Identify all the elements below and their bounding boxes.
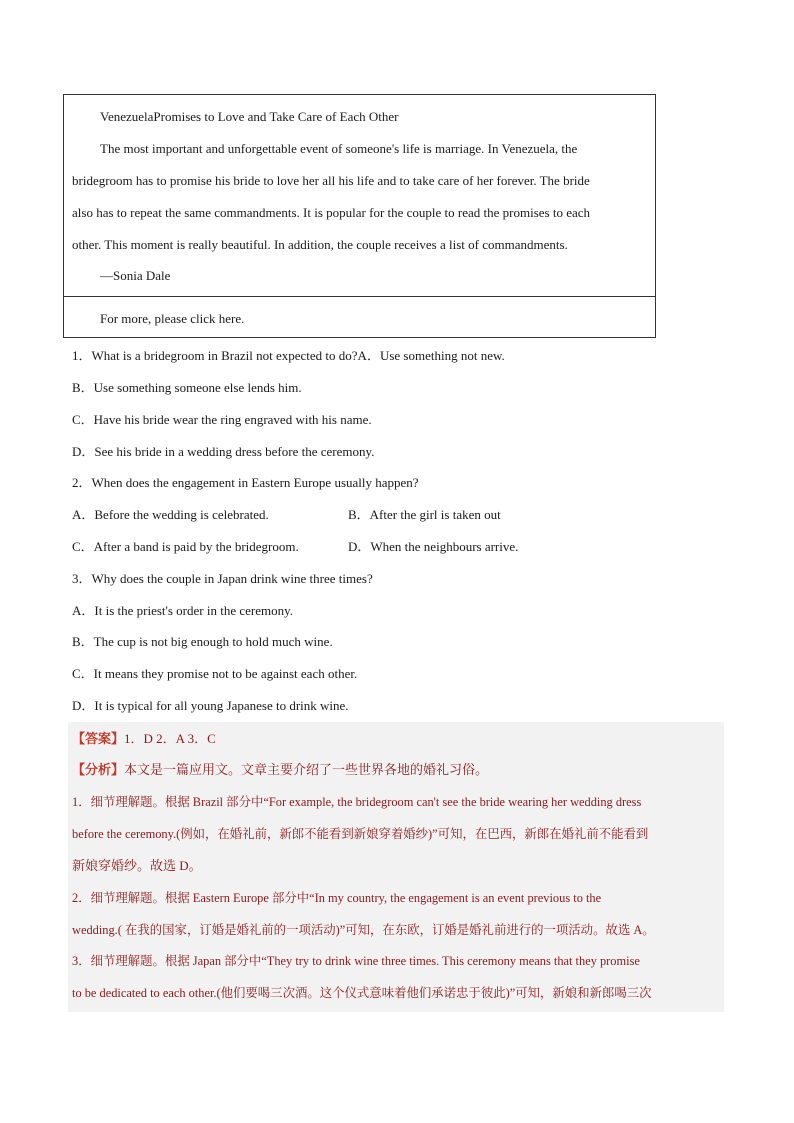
passage-line: other. This moment is really beautiful. In addition, the couple receives a list of commandments.: [72, 237, 568, 252]
passage-line: bridegroom has to promise his bride to love her all his life and to take care of her forever. The bride: [72, 173, 590, 188]
analysis-text: 本文是一篇应用文。文章主要介绍了一些世界各地的婚礼习俗。: [124, 763, 489, 778]
q3-option-a: A．It is the priest's order in the ceremony.: [72, 603, 293, 618]
answer-line: [72, 731, 216, 748]
explanation-line: to be dedicated to each other.(他们要喝三次酒。这个仪式意味着他们承诺忠于彼此)”可知，新娘和新郎喝三次: [72, 986, 652, 1000]
q2-option-d: D．When the neighbours arrive.: [348, 539, 519, 554]
more-link[interactable]: For more, please click here.: [100, 311, 245, 326]
explanation-line: 1．细节理解题。根据 Brazil 部分中“For example, the bridegroom can't see the bride wearing her wedding dress: [72, 795, 642, 809]
q2-option-a: A．Before the wedding is celebrated.: [72, 507, 269, 522]
question-2: 2．When does the engagement in Eastern Europe usually happen?: [72, 475, 419, 490]
explanation-line: 新娘穿婚纱。故选 D。: [72, 858, 202, 873]
q3-option-c: C．It means they promise not to be against each other.: [72, 666, 358, 681]
explanation-line: before the ceremony.(例如，在婚礼前，新郎不能看到新娘穿着婚纱)”可知，在巴西，新郎在婚礼前不能看到: [72, 827, 649, 841]
passage-line: The most important and unforgettable event of someone's life is marriage. In Venezuela, the: [100, 141, 578, 156]
question-3: 3．Why does the couple in Japan drink wine three times?: [72, 571, 373, 586]
question-1: 1．What is a bridegroom in Brazil not expected to do?A．Use something not new.: [72, 348, 505, 363]
q1-option-b: B．Use something someone else lends him.: [72, 380, 302, 395]
passage-title: VenezuelaPromises to Love and Take Care of Each Other: [100, 109, 399, 124]
explanation-line: 3．细节理解题。根据 Japan 部分中“They try to drink wine three times. This ceremony means that they promise: [72, 954, 640, 968]
divider: [64, 296, 655, 297]
q3-option-d: D．It is typical for all young Japanese to drink wine.: [72, 698, 349, 713]
passage-box: [63, 94, 656, 338]
answer-text: 1．D 2．A 3．C: [124, 731, 216, 746]
passage-author: —Sonia Dale: [100, 268, 171, 283]
passage-line: also has to repeat the same commandments. It is popular for the couple to read the promises to each: [72, 205, 591, 220]
q1-option-c: C．Have his bride wear the ring engraved with his name.: [72, 412, 372, 427]
explanation-line: wedding.( 在我的国家，订婚是婚礼前的一项活动)”可知，在东欧，订婚是婚礼前进行的一项活动。故选 A。: [72, 923, 655, 937]
answer-tag: 【答案】: [72, 732, 125, 747]
analysis-tag: 【分析】: [72, 763, 125, 778]
analysis-line: [72, 763, 488, 779]
q1-option-d: D．See his bride in a wedding dress before the ceremony.: [72, 444, 375, 459]
passage-body: [64, 95, 655, 296]
q3-option-b: B．The cup is not big enough to hold much wine.: [72, 634, 333, 649]
q2-option-c: C．After a band is paid by the bridegroom.: [72, 539, 299, 554]
explanation-line: 2．细节理解题。根据 Eastern Europe 部分中“In my country, the engagement is an event previous to the: [72, 891, 602, 905]
q2-option-b: B．After the girl is taken out: [348, 507, 501, 522]
